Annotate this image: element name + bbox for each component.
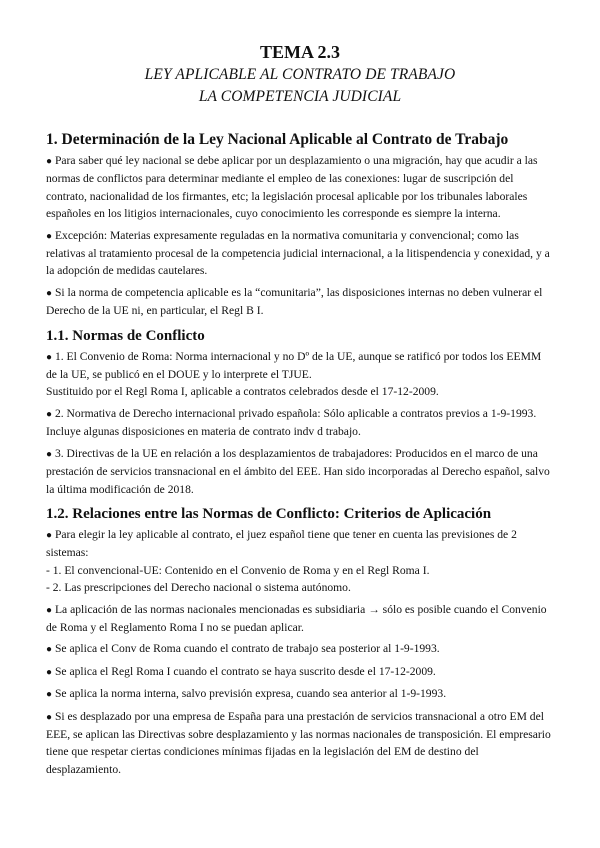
paragraph-text: Se aplica el Regl Roma I cuando el contrato se haya suscrito desde el 17-12-2009.	[54, 664, 436, 678]
paragraph-text: 1. El Convenio de Roma: Norma internacional y no Dº de la UE, aunque se ratificó por todos los EEMM de la UE, se publicó en el DOUE y lo interprete el TJUE.	[46, 349, 542, 382]
section-1-1-paragraph-2	[46, 405, 554, 441]
section-1-2-paragraph-5	[46, 685, 554, 703]
section-1-1-paragraph-3	[46, 445, 554, 498]
section-1-1-paragraph-1	[46, 348, 554, 401]
bullet-icon: ●	[46, 408, 53, 420]
list-item: - 2. Las prescripciones del Derecho nacional o sistema autónomo.	[46, 581, 351, 595]
bullet-icon: ●	[46, 448, 53, 460]
paragraph-text: 3. Directivas de la UE en relación a los desplazamientos de trabajadores: Producidos en el marco de una prestación de servicios transnacional en el ámbito del EEE. Han sido incorporadas al Derecho español, salvo la última modificación de 2018.	[46, 446, 550, 496]
bullet-icon: ●	[46, 604, 53, 616]
section-1-2-paragraph-3	[46, 640, 554, 658]
title-block	[46, 40, 554, 108]
section-1-2-paragraph-1	[46, 526, 554, 597]
section-1-1-heading: 1.1. Normas de Conflicto	[46, 327, 205, 344]
section-1-2-paragraph-6	[46, 708, 554, 779]
section-1-paragraph-3	[46, 284, 554, 320]
bullet-icon: ●	[46, 351, 53, 363]
paragraph-text: La aplicación de las normas nacionales mencionadas es subsidiaria → sólo es posible cuando el Convenio de Roma y el Reglamento Roma I no se puedan aplicar.	[46, 602, 547, 634]
topic-subtitle-2: LA COMPETENCIA JUDICIAL	[198, 88, 402, 105]
bullet-icon: ●	[46, 156, 53, 167]
section-1-heading: 1. Determinación de la Ley Nacional Aplicable al Contrato de Trabajo	[46, 131, 509, 148]
bullet-icon: ●	[46, 711, 53, 723]
paragraph-text: Excepción: Materias expresamente reguladas en la normativa comunitaria y convencional; como las relativas al tratamiento procesal de la competencia judicial internacional, a la litispendencia y conexidad, y a la adopción de medidas cautelares.	[46, 228, 550, 278]
paragraph-continuation: Sustituido por el Regl Roma I, aplicable a contratos celebrados desde el 17-12-2009.	[46, 385, 439, 399]
paragraph-text: Para saber qué ley nacional se debe aplicar por un desplazamiento o una migración, hay que acudir a las normas de conflictos para determinar mediante el empleo de las conexiones: lugar de suscripción del contrato, nacionalidad de los firmantes, etc; la legislación procesal aplicable por los tribunales laborales españoles en los litigios internacionales, cuyo conocimiento les corresponde es siempre la interna.	[46, 154, 538, 221]
bullet-icon: ●	[46, 666, 53, 678]
list-item: - 1. El convencional-UE: Contenido en el Convenio de Roma y en el Regl Roma I.	[46, 563, 430, 577]
paragraph-text: Para elegir la ley aplicable al contrato, el juez español tiene que tener en cuenta las previsiones de 2 sistemas:	[46, 527, 517, 560]
topic-title: TEMA 2.3	[259, 42, 340, 62]
bullet-icon: ●	[46, 529, 53, 541]
section-1-2-paragraph-4	[46, 663, 554, 681]
bullet-icon: ●	[46, 644, 53, 656]
section-1-paragraph-2	[46, 227, 554, 280]
bullet-icon: ●	[46, 230, 53, 242]
section-1-2-heading: 1.2. Relaciones entre las Normas de Conflicto: Criterios de Aplicación	[46, 505, 492, 522]
bullet-icon: ●	[46, 689, 53, 701]
paragraph-text: Si es desplazado por una empresa de España para una prestación de servicios transnacional a otro EM del EEE, se aplican las Directivas sobre desplazamiento y las normas nacionales de transposición. El empresario tiene que respetar ciertas condiciones mínimas fijadas en la legislación del EM de destino del desplazamiento.	[46, 709, 551, 776]
paragraph-text: Si la norma de competencia aplicable es la “comunitaria”, las disposiciones internas no deben vulnerar el Derecho de la UE ni, en particular, el Regl B I.	[46, 285, 543, 318]
bullet-icon: ●	[46, 287, 53, 299]
topic-subtitle-1: LEY APLICABLE AL CONTRATO DE TRABAJO	[144, 66, 456, 83]
paragraph-text: 2. Normativa de Derecho internacional privado española: Sólo aplicable a contratos previos a 1-9-1993. Incluye algunas disposiciones en materia de contrato indv d trabajo.	[46, 406, 537, 439]
paragraph-text: Se aplica la norma interna, salvo previsión expresa, cuando sea anterior al 1-9-1993.	[54, 687, 447, 701]
section-1-paragraph-1	[46, 152, 554, 223]
paragraph-text: Se aplica el Conv de Roma cuando el contrato de trabajo sea posterior al 1-9-1993.	[54, 642, 440, 656]
section-1-2-paragraph-2	[46, 601, 554, 637]
